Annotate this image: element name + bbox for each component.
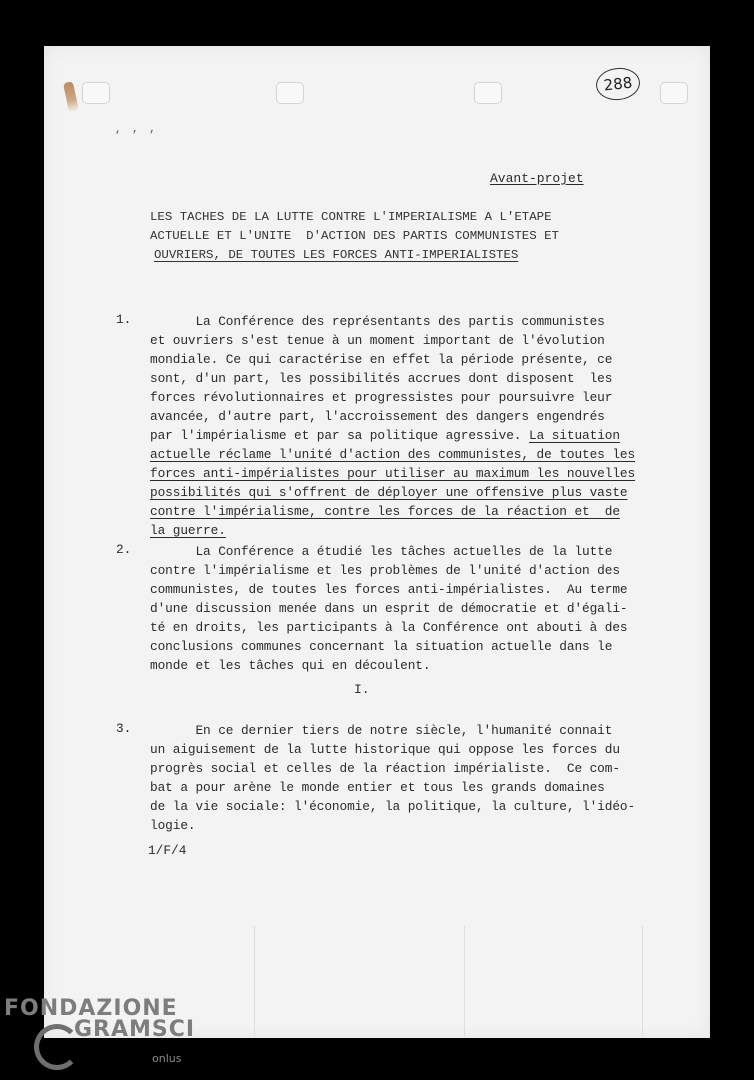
text-line: La Conférence des représentants des partis communistes: [150, 314, 605, 329]
binding-hole: [474, 82, 502, 104]
text-line: monde et les tâches qui en découlent.: [150, 658, 431, 673]
text-line: bat a pour arène le monde entier et tous les grands domaines: [150, 780, 605, 795]
fold-line: [642, 926, 643, 1036]
paragraph-body: [150, 542, 636, 675]
paragraph-number: 3.: [116, 721, 132, 736]
document-page: [44, 46, 710, 1038]
text-line: forces révolutionnaires et progressistes pour poursuivre leur: [150, 390, 613, 405]
paragraph-1: [116, 312, 636, 540]
underlined-line: la guerre.: [150, 523, 226, 538]
watermark-logo: [4, 996, 196, 1065]
rust-stain: [63, 81, 79, 112]
text-line: [150, 426, 636, 445]
fold-line: [464, 926, 465, 1036]
logo-line-1: FONDAZIONE: [4, 996, 178, 1021]
draft-label: Avant-projet: [490, 171, 584, 186]
binding-hole: [660, 82, 688, 104]
text-line: avancée, d'autre part, l'accroissement des dangers engendrés: [150, 409, 605, 424]
underlined-line: contre l'impérialisme, contre les forces de la réaction et de: [150, 504, 620, 519]
text-line: sont, d'un part, les possibilités accrues dont disposent les: [150, 371, 613, 386]
margin-mark: ‘ ’ ’: [114, 130, 158, 142]
underlined-line: actuelle réclame l'unité d'action des communistes, de toutes les: [150, 447, 636, 462]
text-line: communistes, de toutes les forces anti-impérialistes. Au terme: [150, 582, 628, 597]
logo-sub: onlus: [152, 1052, 182, 1065]
document-reference: 1/F/4: [148, 843, 187, 858]
paragraph-2: [116, 542, 636, 675]
title-line-2: ACTUELLE ET L'UNITE D'ACTION DES PARTIS COMMUNISTES ET: [150, 229, 559, 243]
text-line: de la vie sociale: l'économie, la politique, la culture, l'idéo-: [150, 799, 636, 814]
title-line-1: LES TACHES DE LA LUTTE CONTRE L'IMPERIALISME A L'ETAPE: [150, 210, 552, 224]
paragraph-number: 2.: [116, 542, 132, 557]
text-line: progrès social et celles de la réaction impérialiste. Ce com-: [150, 761, 620, 776]
paragraph-3: [116, 721, 636, 835]
text-line: et ouvriers s'est tenue à un moment important de l'évolution: [150, 333, 605, 348]
binding-hole: [276, 82, 304, 104]
text-line: logie.: [150, 818, 196, 833]
text-line: conclusions communes concernant la situation actuelle dans le: [150, 639, 613, 654]
page-number-stamp: 288: [594, 66, 641, 102]
paragraph-number: 1.: [116, 312, 132, 327]
section-heading: I.: [354, 682, 370, 697]
logo-g-icon: [34, 1024, 80, 1070]
text-line: contre l'impérialisme et les problèmes de l'unité d'action des: [150, 563, 620, 578]
text-line: mondiale. Ce qui caractérise en effet la période présente, ce: [150, 352, 613, 367]
document-title: [150, 208, 590, 265]
underlined-line: forces anti-impérialistes pour utiliser au maximum les nouvelles: [150, 466, 636, 481]
paragraph-body: [150, 721, 636, 835]
text-line: En ce dernier tiers de notre siècle, l'humanité connait: [150, 723, 613, 738]
underlined-text: La situation: [528, 428, 620, 443]
logo-line-2: GRAMSCI: [74, 1017, 196, 1042]
title-line-3: OUVRIERS, DE TOUTES LES FORCES ANTI-IMPERIALISTES: [154, 248, 519, 262]
underlined-line: possibilités qui s'offrent de déployer une offensive plus vaste: [150, 485, 628, 500]
text-line: La Conférence a étudié les tâches actuelles de la lutte: [150, 544, 613, 559]
binding-hole: [82, 82, 110, 104]
text-line: d'une discussion menée dans un esprit de démocratie et d'égali-: [150, 601, 628, 616]
text-segment: par l'impérialisme et par sa politique agressive.: [150, 428, 529, 443]
text-line: té en droits, les participants à la Conférence ont abouti à des: [150, 620, 628, 635]
paragraph-body: [150, 312, 636, 540]
text-line: un aiguisement de la lutte historique qui oppose les forces du: [150, 742, 620, 757]
fold-line: [254, 926, 255, 1036]
